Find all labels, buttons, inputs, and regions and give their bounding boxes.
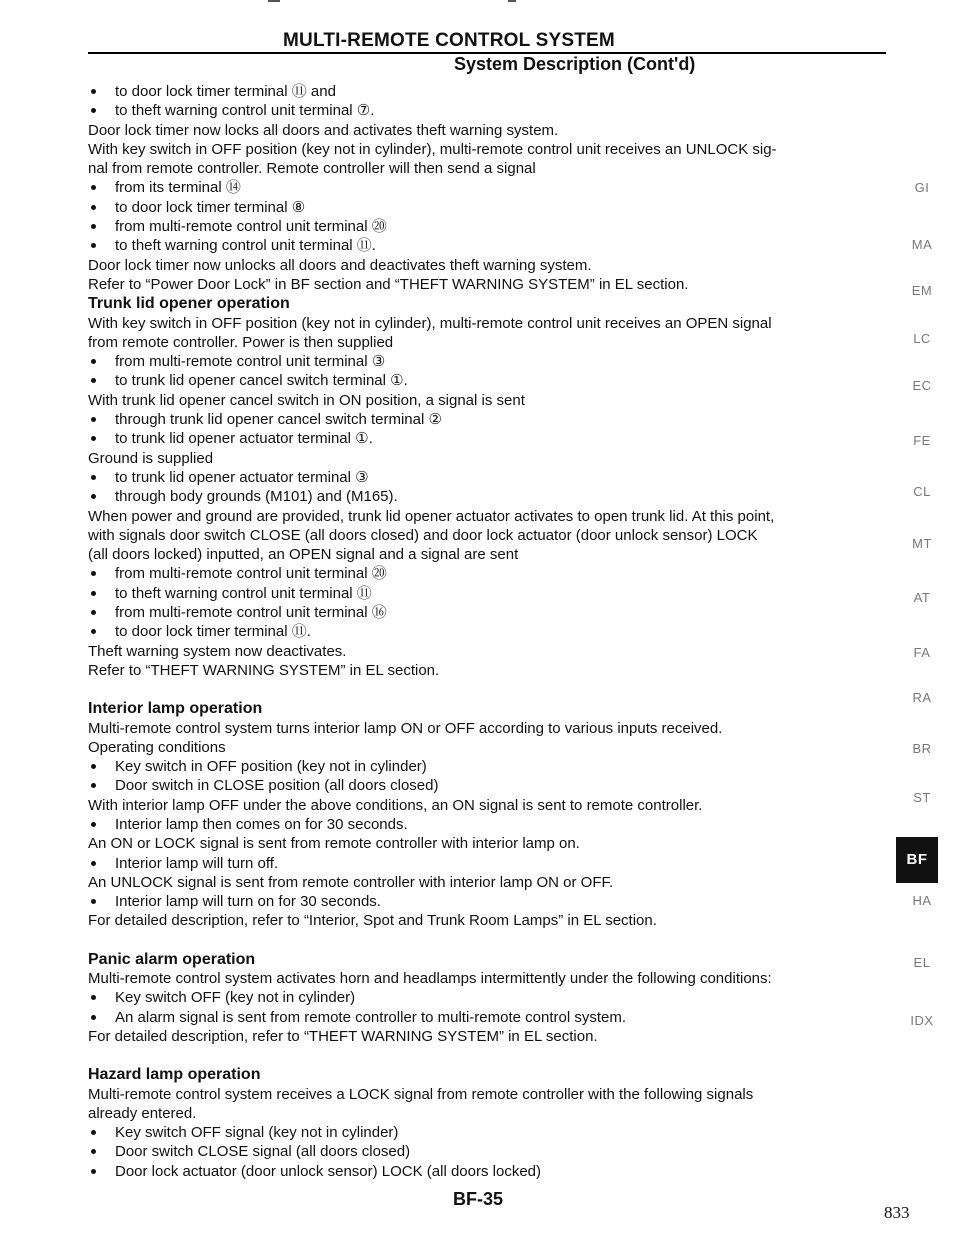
body-line: with signals door switch CLOSE (all doors closed) and door lock actuator (door unlock sensor) LOCK [88, 526, 758, 544]
section-tab-fe[interactable]: FE [913, 433, 931, 448]
section-subtitle: System Description (Cont'd) [454, 54, 696, 74]
body-line: (all doors locked) inputted, an OPEN signal and a signal are sent [88, 546, 519, 564]
bullet-item: from multi-remote control unit terminal ⑳ [88, 564, 888, 583]
section-tab-idx[interactable]: IDX [910, 1013, 934, 1028]
body-line: An UNLOCK signal is sent from remote controller with interior lamp ON or OFF. [88, 873, 614, 891]
bullet-item: to theft warning control unit terminal ⑪. [88, 236, 888, 255]
section-tab-at[interactable]: AT [913, 590, 931, 605]
section-tab-ra[interactable]: RA [912, 690, 932, 705]
bullet-item: to trunk lid opener cancel switch terminal ①. [88, 371, 888, 390]
section-tab-ma[interactable]: MA [911, 237, 933, 252]
bullet-item: Key switch in OFF position (key not in cylinder) [88, 757, 888, 776]
body-line: Multi-remote control system receives a LOCK signal from remote controller with the following signals [88, 1085, 754, 1103]
body-line: Operating conditions [88, 738, 226, 756]
page-title: MULTI-REMOTE CONTROL SYSTEM [283, 30, 615, 51]
scan-edge-mark [508, 0, 516, 2]
bullet-item: to door lock timer terminal ⑧ [88, 198, 888, 217]
section-heading: Interior lamp operation [88, 700, 263, 718]
paragraph-gap [88, 931, 888, 950]
body-line: Ground is supplied [88, 449, 214, 467]
paragraph-gap [88, 1046, 888, 1065]
body-line: from remote controller. Power is then supplied [88, 333, 394, 351]
section-index-sidebar [896, 0, 960, 1242]
section-tab-mt[interactable]: MT [912, 536, 932, 551]
bullet-item: through body grounds (M101) and (M165). [88, 487, 888, 506]
bullet-item: Key switch OFF (key not in cylinder) [88, 988, 888, 1007]
section-heading: Panic alarm operation [88, 950, 256, 968]
bullet-item: Key switch OFF signal (key not in cylinder) [88, 1123, 888, 1142]
bullet-item: to theft warning control unit terminal ⑪ [88, 584, 888, 603]
page-number: BF-35 [453, 1189, 504, 1209]
section-tab-fa[interactable]: FA [913, 645, 931, 660]
bullet-item: Door switch in CLOSE position (all doors closed) [88, 776, 888, 795]
paragraph-gap [88, 680, 888, 699]
bullet-item: Door switch CLOSE signal (all doors closed) [88, 1142, 888, 1161]
bullet-item: from multi-remote control unit terminal ⑯ [88, 603, 888, 622]
body-text [88, 82, 888, 1181]
body-line: already entered. [88, 1104, 197, 1122]
section-tab-em[interactable]: EM [911, 283, 933, 298]
section-tab-cl[interactable]: CL [913, 484, 931, 499]
bullet-item: An alarm signal is sent from remote controller to multi-remote control system. [88, 1008, 888, 1027]
section-tab-lc[interactable]: LC [913, 331, 931, 346]
body-line: nal from remote controller. Remote controller will then send a signal [88, 160, 536, 178]
bullet-item: to trunk lid opener actuator terminal ③ [88, 468, 888, 487]
section-tab-bf[interactable]: BF [896, 837, 938, 883]
section-tab-br[interactable]: BR [912, 741, 932, 756]
scan-edge-mark [268, 0, 280, 2]
body-line: Refer to “THEFT WARNING SYSTEM” in EL section. [88, 661, 440, 679]
body-line: Multi-remote control system turns interior lamp ON or OFF according to various inputs received. [88, 719, 723, 737]
body-line: When power and ground are provided, trunk lid opener actuator activates to open trunk lid. At this point, [88, 507, 775, 525]
body-line: For detailed description, refer to “THEFT WARNING SYSTEM” in EL section. [88, 1027, 598, 1045]
bullet-item: Interior lamp then comes on for 30 seconds. [88, 815, 888, 834]
bullet-item: Interior lamp will turn on for 30 seconds. [88, 892, 888, 911]
body-line: Refer to “Power Door Lock” in BF section and “THEFT WARNING SYSTEM” in EL section. [88, 275, 689, 293]
body-line: An ON or LOCK signal is sent from remote controller with interior lamp on. [88, 835, 580, 853]
bullet-item: to door lock timer terminal ⑪ and [88, 82, 888, 101]
section-tab-gi[interactable]: GI [914, 180, 930, 195]
bullet-item: Interior lamp will turn off. [88, 854, 888, 873]
section-tab-el[interactable]: EL [913, 955, 931, 970]
scan-page-number: 833 [884, 1203, 910, 1222]
body-line: Theft warning system now deactivates. [88, 642, 347, 660]
section-heading: Trunk lid opener operation [88, 295, 290, 313]
body-line: With key switch in OFF position (key not in cylinder), multi-remote control unit receives an OPEN signal [88, 314, 772, 332]
section-tab-st[interactable]: ST [913, 790, 931, 805]
section-heading: Hazard lamp operation [88, 1066, 261, 1084]
bullet-item: to theft warning control unit terminal ⑦. [88, 101, 888, 120]
section-tab-ha[interactable]: HA [912, 893, 932, 908]
section-tab-ec[interactable]: EC [912, 378, 932, 393]
bullet-item: through trunk lid opener cancel switch terminal ② [88, 410, 888, 429]
body-line: Door lock timer now unlocks all doors and deactivates theft warning system. [88, 256, 592, 274]
body-line: With trunk lid opener cancel switch in ON position, a signal is sent [88, 391, 525, 409]
body-line: For detailed description, refer to “Interior, Spot and Trunk Room Lamps” in EL section. [88, 912, 657, 930]
body-line: Door lock timer now locks all doors and activates theft warning system. [88, 121, 559, 139]
bullet-item: to trunk lid opener actuator terminal ①. [88, 429, 888, 448]
body-line: Multi-remote control system activates horn and headlamps intermittently under the following conditions: [88, 970, 772, 988]
bullet-item: Door lock actuator (door unlock sensor) LOCK (all doors locked) [88, 1162, 888, 1181]
bullet-item: from multi-remote control unit terminal ③ [88, 352, 888, 371]
body-line: With key switch in OFF position (key not in cylinder), multi-remote control unit receives an UNLOCK sig- [88, 140, 777, 158]
bullet-item: from multi-remote control unit terminal ⑳ [88, 217, 888, 236]
body-line: With interior lamp OFF under the above conditions, an ON signal is sent to remote controller. [88, 796, 703, 814]
bullet-item: to door lock timer terminal ⑪. [88, 622, 888, 641]
bullet-item: from its terminal ⑭ [88, 178, 888, 197]
